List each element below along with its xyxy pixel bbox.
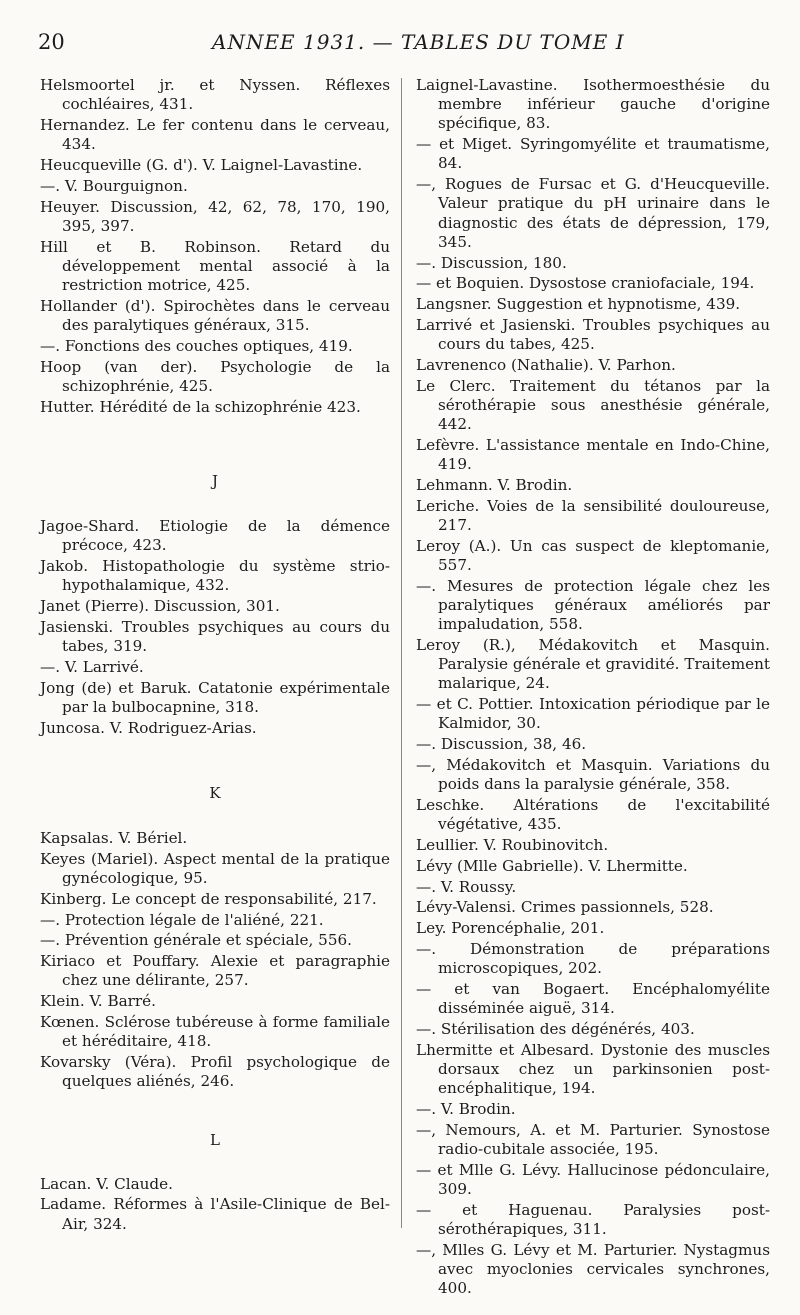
index-entry: —. V. Larrivé. bbox=[40, 657, 144, 676]
index-entry: Lavrenenco (Nathalie). V. Parhon. bbox=[416, 356, 676, 374]
index-entry: Leroy (R.), Médakovitch et Masquin. Paralysie générale et gravidité. Traitement malarique, 24. bbox=[416, 636, 770, 693]
index-entry: —. Stérilisation des dégénérés, 403. bbox=[416, 1019, 695, 1038]
index-entry: Hollander (d'). Spirochètes dans le cerveau des paralytiques généraux, 315. bbox=[40, 296, 390, 334]
index-entry: Langsner. Suggestion et hypnotisme, 439. bbox=[416, 295, 741, 314]
index-entry: —, Mlles G. Lévy et M. Parturier. Nystagmus avec myoclonies cervicales synchrones, 400. bbox=[416, 1240, 770, 1298]
index-entry: Larrivé et Jasienski. Troubles psychiques au cours du tabes, 425. bbox=[416, 316, 770, 354]
entry-list-l-cont bbox=[416, 76, 770, 1298]
entry-list-j bbox=[40, 517, 390, 738]
index-entry: Lévy-Valensi. Crimes passionnels, 528. bbox=[416, 898, 714, 917]
page-number: 20 bbox=[38, 30, 65, 54]
index-entry: Leullier. V. Roubinovitch. bbox=[416, 836, 609, 854]
right-column bbox=[416, 76, 770, 1300]
entry-list-l bbox=[40, 1175, 390, 1234]
index-entry: Helsmoortel jr. et Nyssen. Réflexes cochléaires, 431. bbox=[40, 76, 390, 114]
index-entry: — et C. Pottier. Intoxication périodique par le Kalmidor, 30. bbox=[416, 695, 770, 733]
index-entry: — et Miget. Syringomyélite et traumatisme, 84. bbox=[416, 135, 770, 173]
index-entry: Hill et B. Robinson. Retard du développement mental associé à la restriction motrice, 425. bbox=[40, 237, 390, 294]
index-entry: Le Clerc. Traitement du tétanos par la sérothérapie sous anesthésie générale, 442. bbox=[416, 376, 770, 434]
index-entry: Keyes (Mariel). Aspect mental de la pratique gynécologique, 95. bbox=[40, 849, 390, 887]
index-entry: Heuyer. Discussion, 42, 62, 78, 170, 190, 395, 397. bbox=[40, 197, 390, 235]
page-header bbox=[0, 30, 800, 60]
index-entry: —. V. Brodin. bbox=[416, 1099, 516, 1118]
index-entry: Kovarsky (Véra). Profil psychologique de quelques aliénés, 246. bbox=[40, 1052, 390, 1091]
index-entry: Leschke. Altérations de l'excitabilité végétative, 435. bbox=[416, 796, 770, 834]
entry-list-k bbox=[40, 829, 390, 1091]
index-entry: —. Discussion, 180. bbox=[416, 253, 567, 272]
left-column bbox=[40, 76, 390, 1235]
index-entry: Lévy (Mlle Gabrielle). V. Lhermitte. bbox=[416, 856, 688, 875]
index-entry: —. V. Bourguignon. bbox=[40, 176, 188, 195]
index-entry: —. Discussion, 38, 46. bbox=[416, 735, 587, 754]
index-entry: Leroy (A.). Un cas suspect de kleptomanie, 557. bbox=[416, 536, 770, 574]
index-entry: —, Nemours, A. et M. Parturier. Synostose radio-cubitale associée, 195. bbox=[416, 1120, 770, 1158]
index-entry: —. Fonctions des couches optiques, 419. bbox=[40, 336, 353, 355]
section-letter-l: L bbox=[210, 1131, 220, 1150]
index-entry: — et Mlle G. Lévy. Hallucinose pédonculaire, 309. bbox=[416, 1160, 770, 1198]
index-entry: Kinberg. Le concept de responsabilité, 217. bbox=[40, 889, 377, 908]
index-entry: Kapsalas. V. Bériel. bbox=[40, 829, 188, 847]
index-entry: Lehmann. V. Brodin. bbox=[416, 476, 573, 494]
index-entry: —. Prévention générale et spéciale, 556. bbox=[40, 931, 352, 950]
index-entry: Juncosa. V. Rodriguez-Arias. bbox=[40, 718, 257, 737]
index-entry: — et van Bogaert. Encéphalomyélite disséminée aiguë, 314. bbox=[416, 979, 770, 1018]
index-entry: Hutter. Hérédité de la schizophrénie 423. bbox=[40, 397, 361, 416]
index-entry: Ley. Porencéphalie, 201. bbox=[416, 919, 605, 938]
index-entry: Lhermitte et Albesard. Dystonie des muscles dorsaux chez un parkinsonien post-encéphalitique, 194. bbox=[416, 1040, 770, 1098]
index-entry: Heucqueville (G. d'). V. Laignel-Lavastine. bbox=[40, 156, 363, 174]
index-entry: — et Haguenau. Paralysies post-sérothérapiques, 311. bbox=[416, 1200, 770, 1238]
index-entry: Lacan. V. Claude. bbox=[40, 1174, 173, 1193]
index-entry: Lefèvre. L'assistance mentale en Indo-Chine, 419. bbox=[416, 436, 770, 474]
index-entry: —. Démonstration de préparations microscopiques, 202. bbox=[416, 939, 770, 978]
index-entry: Hoop (van der). Psychologie de la schizophrénie, 425. bbox=[40, 357, 390, 395]
index-entry: Klein. V. Barré. bbox=[40, 992, 157, 1011]
index-entry: Jasienski. Troubles psychiques au cours du tabes, 319. bbox=[40, 617, 390, 655]
index-entry: Jong (de) et Baruk. Catatonie expérimentale par la bulbocapnine, 318. bbox=[40, 678, 390, 716]
index-entry: —. V. Roussy. bbox=[416, 877, 517, 896]
index-entry: —. Mesures de protection légale chez les paralytiques généraux améliorés par impaludation, 558. bbox=[416, 576, 770, 634]
entry-list-h bbox=[40, 76, 390, 417]
index-entry: —, Médakovitch et Masquin. Variations du poids dans la paralysie générale, 358. bbox=[416, 756, 770, 794]
index-entry: Jakob. Histopathologie du système strio-hypothalamique, 432. bbox=[40, 557, 390, 595]
index-entry: Ladame. Réformes à l'Asile-Clinique de Bel-Air, 324. bbox=[40, 1195, 390, 1233]
section-letter-k: K bbox=[209, 783, 221, 802]
index-entry: Hernandez. Le fer contenu dans le cerveau, 434. bbox=[40, 116, 390, 154]
index-entry: Leriche. Voies de la sensibilité douloureuse, 217. bbox=[416, 496, 770, 534]
index-entry: Laignel-Lavastine. Isothermoesthésie du membre inférieur gauche d'origine spécifique, 83. bbox=[416, 76, 770, 133]
section-letter-j: J bbox=[211, 471, 218, 490]
column-divider bbox=[401, 78, 402, 1228]
index-entry: — et Boquien. Dysostose craniofaciale, 194. bbox=[416, 274, 755, 293]
index-entry: Jagoe-Shard. Etiologie de la démence précoce, 423. bbox=[40, 517, 390, 555]
index-entry: —, Rogues de Fursac et G. d'Heucqueville. Valeur pratique du pH urinaire dans le diagnostic des états de dépression, 179, 345. bbox=[416, 175, 770, 251]
index-entry: —. Protection légale de l'aliéné, 221. bbox=[40, 910, 324, 929]
index-entry: Kœnen. Sclérose tubéreuse à forme familiale et héréditaire, 418. bbox=[40, 1012, 390, 1051]
index-entry: Janet (Pierre). Discussion, 301. bbox=[40, 597, 280, 615]
running-title: ANNEE 1931. — TABLES DU TOME I bbox=[212, 30, 625, 54]
index-entry: Kiriaco et Pouffary. Alexie et paragraphie chez une délirante, 257. bbox=[40, 952, 390, 990]
